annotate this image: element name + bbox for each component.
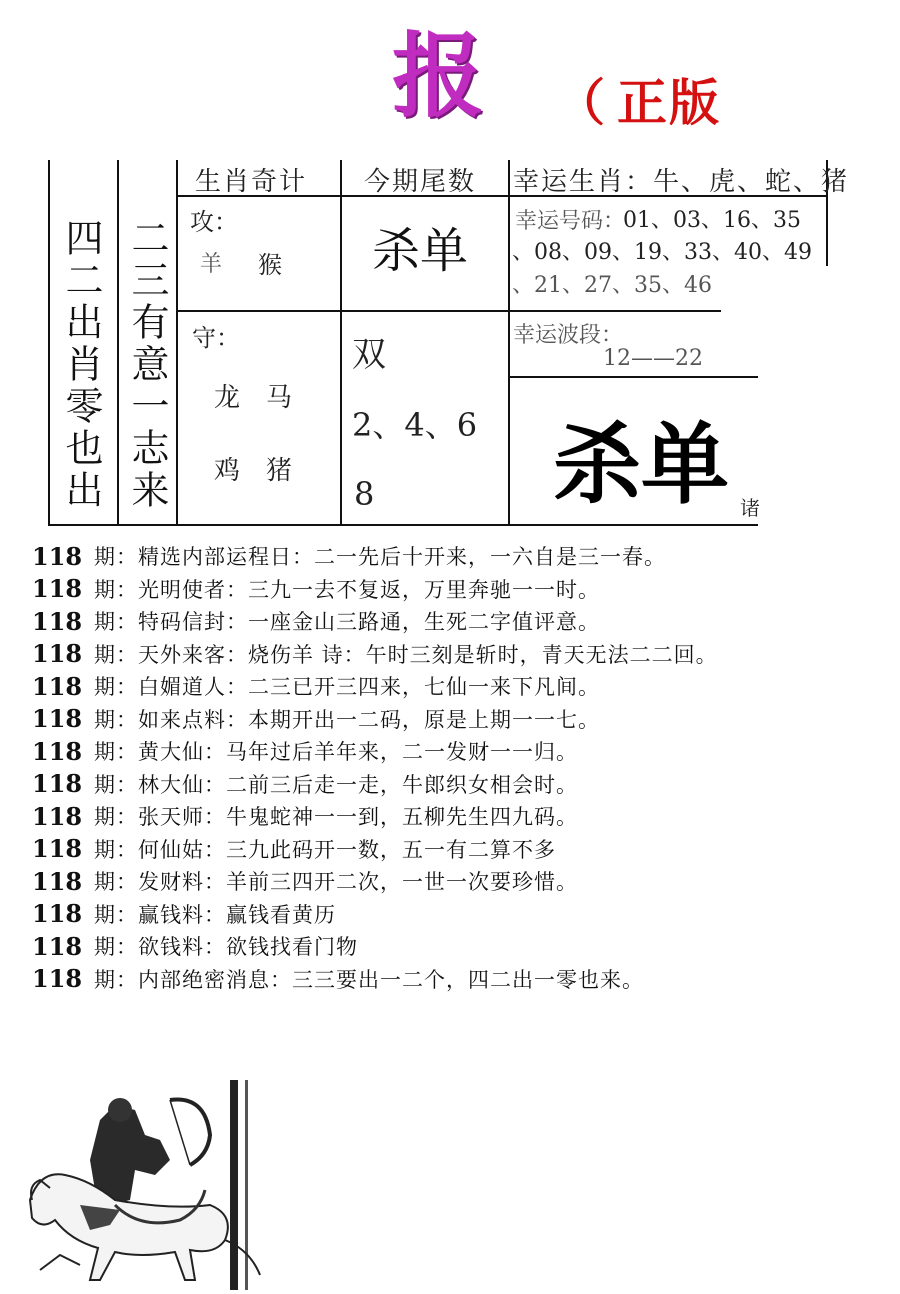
defend-label: 守： [192, 324, 240, 352]
prediction-line [32, 573, 892, 606]
prediction-text: 期：黄大仙：马年过后羊年来，二一发财一一归。 [94, 740, 578, 765]
prediction-text: 期：天外来客：烧伤羊 诗：午时三刻是斩时，青天无法二二回。 [94, 642, 718, 667]
prediction-line [32, 930, 892, 963]
edition-text: 正版 [617, 73, 721, 132]
attack-animal: 猴 [258, 251, 282, 279]
issue-number: 118 [32, 931, 83, 961]
lucky-wave-value: 12——22 [603, 346, 703, 371]
stamp-mark: 诸 [740, 496, 760, 520]
second-column-text: 二三有意一志来 [125, 218, 169, 512]
lucky-wave-label: 幸运波段： [513, 323, 624, 348]
prediction-text: 期：张天师：牛鬼蛇神一一到，五柳先生四九码。 [94, 805, 578, 830]
prediction-line [32, 865, 892, 898]
prediction-text: 期：白媚道人：二三已开三四来，七仙一来下凡间。 [94, 675, 600, 700]
issue-number: 118 [32, 801, 83, 831]
prediction-text: 期：欲钱料：欲钱找看门物 [94, 935, 358, 960]
prediction-line [32, 768, 892, 801]
table-divider [340, 160, 342, 525]
issue-number: 118 [32, 866, 83, 896]
attack-animal: 羊 [200, 252, 223, 277]
issue-number: 118 [32, 736, 83, 766]
prediction-line [32, 670, 892, 703]
issue-number: 118 [32, 769, 83, 799]
prediction-text: 期：精选内部运程日：二一先后十开来，一六自是三一春。 [94, 545, 666, 570]
prediction-line [32, 540, 892, 573]
defend-animal: 龙 [214, 383, 241, 413]
defend-animal: 马 [266, 383, 293, 413]
header-zodiac-plan: 生肖奇计 [195, 167, 308, 197]
table-divider [117, 160, 119, 525]
prediction-text: 期：何仙姑：三九此码开一数，五一有二算不多 [94, 837, 556, 862]
defend-animal: 鸡 [214, 456, 241, 486]
issue-number: 118 [32, 574, 83, 604]
prediction-text: 期：林大仙：二前三后走一走，牛郎织女相会时。 [94, 772, 578, 797]
horse-archer-illustration [20, 1080, 310, 1290]
prediction-text: 期：内部绝密消息：三三要出一二个，四二出一零也来。 [94, 967, 644, 992]
even-digits: 2、4、6 [352, 406, 478, 444]
issue-number: 118 [32, 834, 83, 864]
table-divider [176, 160, 178, 525]
edition-label [555, 73, 721, 132]
table-divider [508, 160, 510, 525]
defend-animal: 猪 [266, 456, 293, 486]
table-border [48, 160, 50, 525]
prediction-text: 期：特码信封：一座金山三路通，生死二字值评意。 [94, 610, 600, 635]
table-divider [176, 310, 721, 312]
prediction-line [32, 898, 892, 931]
lucky-numbers-label: 幸运号码： [515, 209, 626, 234]
prediction-list [32, 540, 892, 995]
prediction-text: 期：如来点料：本期开出一二码，原是上期一一七。 [94, 707, 600, 732]
prediction-line [32, 800, 892, 833]
prediction-line [32, 833, 892, 866]
issue-number: 118 [32, 899, 83, 929]
issue-number: 118 [32, 639, 83, 669]
kill-single-large: 杀单 [553, 412, 730, 516]
issue-number: 118 [32, 964, 83, 994]
even-digit-last: 8 [354, 475, 375, 513]
issue-number: 118 [32, 704, 83, 734]
issue-number: 118 [32, 541, 83, 571]
header-tail-digits: 今期尾数 [364, 167, 477, 197]
prediction-line [32, 963, 892, 996]
prediction-line [32, 703, 892, 736]
table-divider [508, 376, 758, 378]
prediction-text: 期：发财料：羊前三四开二次，一世一次要珍惜。 [94, 870, 578, 895]
lucky-numbers-line: 、08、09、19、33、40、49 [512, 240, 812, 265]
prediction-text: 期：光明使者：三九一去不复返，万里奔驰一一时。 [94, 577, 600, 602]
lucky-numbers-line: 01、03、16、35 [623, 208, 801, 233]
page-title: 报 [392, 22, 485, 130]
prediction-line [32, 735, 892, 768]
table-border [48, 524, 758, 526]
edition-paren: （ [555, 73, 607, 132]
issue-number: 118 [32, 671, 83, 701]
left-column-text: 四二出肖零也出 [59, 218, 103, 512]
lucky-numbers-line: 、21、27、35、46 [512, 273, 712, 298]
even-label: 双 [352, 335, 386, 375]
prediction-line [32, 638, 892, 671]
prediction-text: 期：赢钱料：赢钱看黄历 [94, 902, 336, 927]
prediction-line [32, 605, 892, 638]
issue-number: 118 [32, 606, 83, 636]
kill-single-label: 杀单 [372, 223, 469, 279]
attack-label: 攻： [190, 208, 238, 236]
header-lucky-zodiac: 幸运生肖：牛、虎、蛇、猪 [513, 167, 850, 197]
